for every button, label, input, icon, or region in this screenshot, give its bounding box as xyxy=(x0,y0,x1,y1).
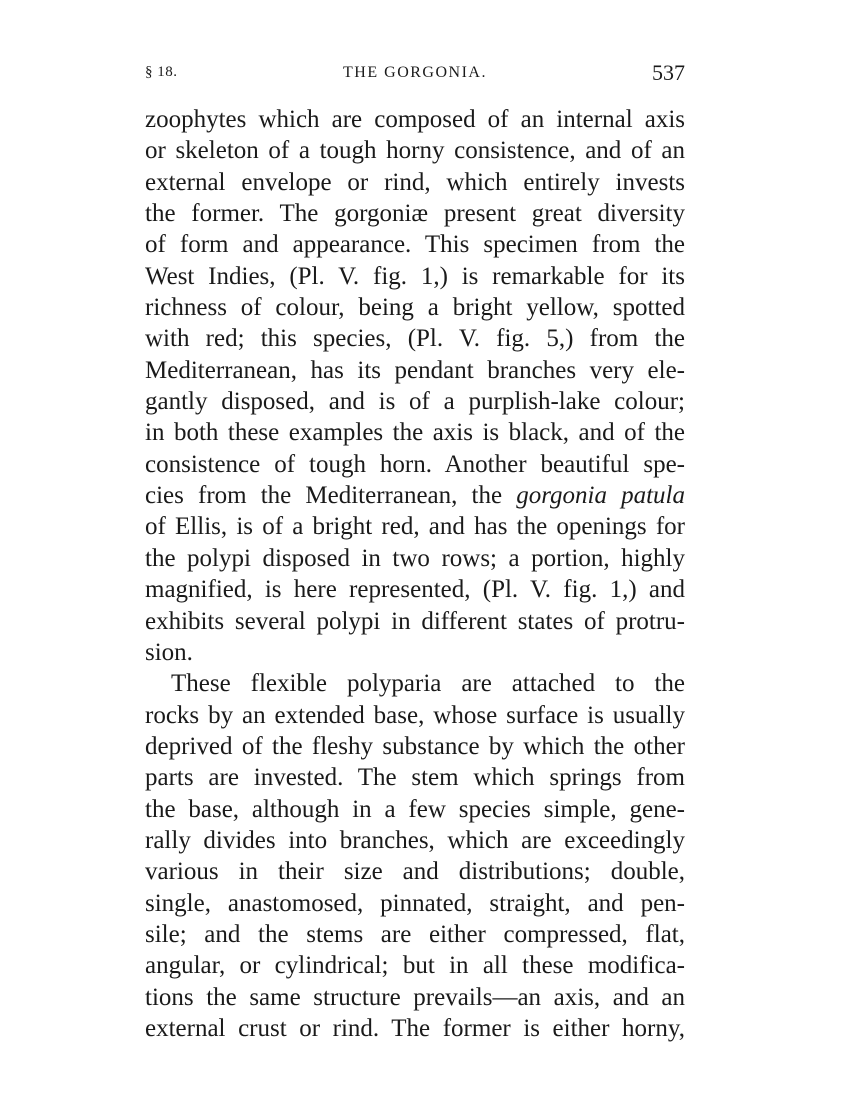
text-line: gantly disposed, and is of a purplish-lake colour; xyxy=(145,388,685,416)
running-title: THE GORGONIA. xyxy=(343,64,487,81)
text-run: cies from the Mediterranean, the xyxy=(145,482,503,510)
text-line xyxy=(145,480,685,511)
page-number: 537 xyxy=(652,60,685,85)
paragraph-2 xyxy=(145,668,685,1044)
text-line: rocks by an extended base, whose surface is usually xyxy=(145,701,685,729)
text-line: magnified, is here represented, (Pl. V. fig. 1,) and xyxy=(145,576,685,604)
body-text xyxy=(145,104,685,1044)
text-line: richness of colour, being a bright yellow, spotted xyxy=(145,294,685,322)
text-line: the base, although in a few species simple, gene- xyxy=(145,795,685,823)
text-line: These flexible polyparia are attached to the xyxy=(171,670,685,698)
text-line: external envelope or rind, which entirely invests xyxy=(145,168,685,196)
text-line: exhibits several polypi in different states of protru- xyxy=(145,607,685,635)
text-line: single, anastomosed, pinnated, straight, and pen- xyxy=(145,889,685,917)
text-line: external crust or rind. The former is either horny, xyxy=(145,1014,685,1042)
text-line: deprived of the fleshy substance by which the other xyxy=(145,732,685,760)
text-line: consistence of tough horn. Another beautiful spe- xyxy=(145,450,685,478)
text-line: tions the same structure prevails—an axis, and an xyxy=(145,983,685,1011)
text-line: the polypi disposed in two rows; a portion, highly xyxy=(145,544,685,572)
text-line: in both these examples the axis is black, and of the xyxy=(145,419,685,447)
species-name-italic: gorgonia patula xyxy=(516,482,686,510)
text-line: or skeleton of a tough horny consistence, and of an xyxy=(145,137,685,165)
text-line: the former. The gorgoniæ present great diversity xyxy=(145,200,685,228)
text-line: sile; and the stems are either compressed, flat, xyxy=(145,920,685,948)
paragraph-1 xyxy=(145,104,685,668)
section-mark: § 18. xyxy=(145,64,178,80)
text-line: of form and appearance. This specimen from the xyxy=(145,231,685,259)
text-line: with red; this species, (Pl. V. fig. 5,) from the xyxy=(145,325,685,353)
text-line: Mediterranean, has its pendant branches very ele- xyxy=(145,356,685,384)
text-line: zoophytes which are composed of an internal axis xyxy=(145,106,685,133)
text-line: sion. xyxy=(145,638,193,666)
text-line: of Ellis, is of a bright red, and has the openings for xyxy=(145,513,685,541)
text-line: various in their size and distributions; double, xyxy=(145,858,685,886)
running-head xyxy=(145,60,685,90)
text-line: angular, or cylindrical; but in all these modifica- xyxy=(145,952,685,980)
text-line: rally divides into branches, which are exceedingly xyxy=(145,826,685,854)
text-line: West Indies, (Pl. V. fig. 1,) is remarkable for its xyxy=(145,262,685,290)
text-line: parts are invested. The stem which springs from xyxy=(145,764,685,792)
